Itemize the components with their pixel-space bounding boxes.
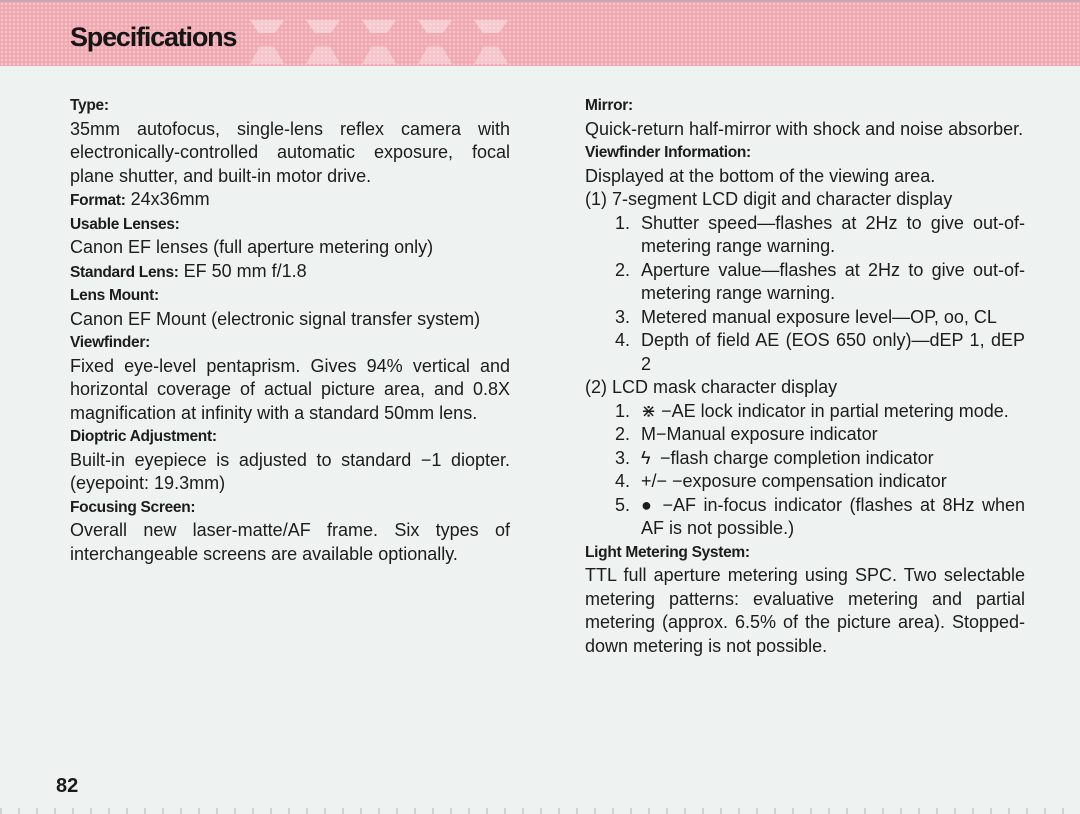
sub-list (585, 212, 1025, 377)
spec-label: Dioptric Adjustment: (70, 428, 217, 445)
spec-text: TTL full aperture metering using SPC. Two selectable metering patterns: evaluative metering and partial metering (approx. 6.5% of the picture area). Stopped-down metering is not possible. (585, 565, 1025, 656)
spec-text: Built-in eyepiece is adjusted to standard −1 diopter. (eyepoint: 19.3mm) (70, 449, 510, 493)
spec-label: Mirror: (585, 97, 633, 114)
list-item (615, 423, 1025, 447)
item-text: Depth of field AE (EOS 650 only)—dEP 1, dEP 2 (641, 330, 1025, 374)
item-number: 2. (615, 259, 631, 280)
spec-text: Quick-return half-mirror with shock and noise absorber. (585, 118, 1024, 139)
sub-list (585, 400, 1025, 541)
left-column (70, 94, 510, 566)
spec-usable-lenses (70, 213, 510, 260)
item-description: −flash charge completion indicator (655, 447, 934, 468)
spec-dioptric-adjustment (70, 425, 510, 496)
spec-label: Usable Lenses: (70, 215, 180, 233)
spec-label: Type: (70, 97, 109, 114)
header-band (0, 0, 1080, 66)
spec-value: EF 50 mm f/1.8 (178, 260, 307, 281)
page-bottom-edge (0, 808, 1080, 814)
spec-light-metering (585, 541, 1025, 659)
item-number: 3. (615, 447, 631, 468)
list-item (615, 447, 1025, 471)
item-number: 2. (615, 424, 631, 444)
item-text: M−Manual exposure indicator (641, 424, 878, 444)
spec-mirror (585, 94, 1025, 141)
spec-viewfinder (70, 331, 510, 425)
item-description: −AE lock indicator in partial metering mode. (656, 400, 1009, 421)
spec-text: Overall new laser-matte/AF frame. Six types of interchangeable screens are available optionally. (70, 520, 510, 564)
spec-label: Standard Lens: (70, 263, 179, 281)
spec-label: Format: (70, 192, 126, 209)
spec-value: 24x36mm (125, 189, 210, 209)
item-text: Metered manual exposure level—OP, oo, CL (641, 306, 997, 327)
item-number: 3. (615, 306, 631, 327)
item-number: 4. (615, 471, 631, 491)
page-title: Specifications (70, 22, 237, 52)
spec-lens-mount (70, 284, 510, 331)
item-text: +/− −exposure compensation indicator (641, 471, 947, 491)
item-text (641, 447, 1025, 471)
group-number: (1) (585, 189, 607, 209)
spec-type (70, 94, 510, 188)
item-text: Shutter speed—flashes at 2Hz to give out-of-metering range warning. (641, 212, 1025, 256)
focus-dot-icon: ● (641, 494, 652, 515)
list-item (615, 470, 1025, 494)
list-item (615, 400, 1025, 424)
item-text: Aperture value—flashes at 2Hz to give out-of-metering range warning. (641, 259, 1025, 303)
item-number: 1. (615, 400, 631, 421)
flash-bolt-icon: ϟ (641, 447, 651, 468)
item-number: 4. (615, 330, 631, 350)
lcd-digit-group (585, 188, 1025, 376)
right-column (585, 94, 1025, 658)
item-number: 1. (615, 212, 631, 233)
group-heading (585, 188, 1025, 212)
item-description: −AF in-focus indicator (flashes at 8Hz when AF is not possible.) (641, 494, 1025, 538)
spec-label: Viewfinder: (70, 334, 150, 351)
spec-text: 35mm autofocus, single-lens reflex camera with electronically-controlled automatic exposure, focal plane shutter, and built-in motor drive. (70, 118, 510, 186)
page-number: 82 (56, 775, 79, 797)
spec-text: Fixed eye-level pentaprism. Gives 94% vertical and horizontal coverage of actual picture area, and 0.8X magnification at infinity with a standard 50mm lens. (70, 355, 510, 423)
spec-label: Viewfinder Information: (585, 144, 751, 161)
lcd-mask-group (585, 376, 1025, 541)
group-title: LCD mask character display (612, 377, 838, 397)
group-number: (2) (585, 377, 607, 397)
spec-text: Canon EF lenses (full aperture metering only) (70, 237, 434, 257)
list-item (615, 212, 1025, 259)
item-text (641, 494, 1025, 541)
spec-viewfinder-information (585, 141, 1025, 541)
list-item (615, 329, 1025, 376)
spec-text: Canon EF Mount (electronic signal transfer system) (70, 308, 481, 329)
group-title: 7-segment LCD digit and character display (612, 189, 953, 209)
spec-label: Focusing Screen: (70, 498, 196, 516)
ae-lock-asterisk-icon: ⋇ (641, 400, 657, 421)
spec-label: Light Metering System: (585, 543, 750, 561)
spec-standard-lens (70, 260, 510, 285)
list-item (615, 259, 1025, 306)
spec-label: Lens Mount: (70, 287, 159, 304)
spec-intro: Displayed at the bottom of the viewing area. (585, 165, 936, 186)
spec-format (70, 188, 510, 213)
item-text (641, 400, 1025, 424)
decorative-pattern (250, 20, 550, 64)
list-item (615, 306, 1025, 330)
list-item (615, 494, 1025, 541)
group-heading (585, 376, 1025, 400)
item-number: 5. (615, 494, 631, 515)
spec-focusing-screen (70, 496, 510, 567)
